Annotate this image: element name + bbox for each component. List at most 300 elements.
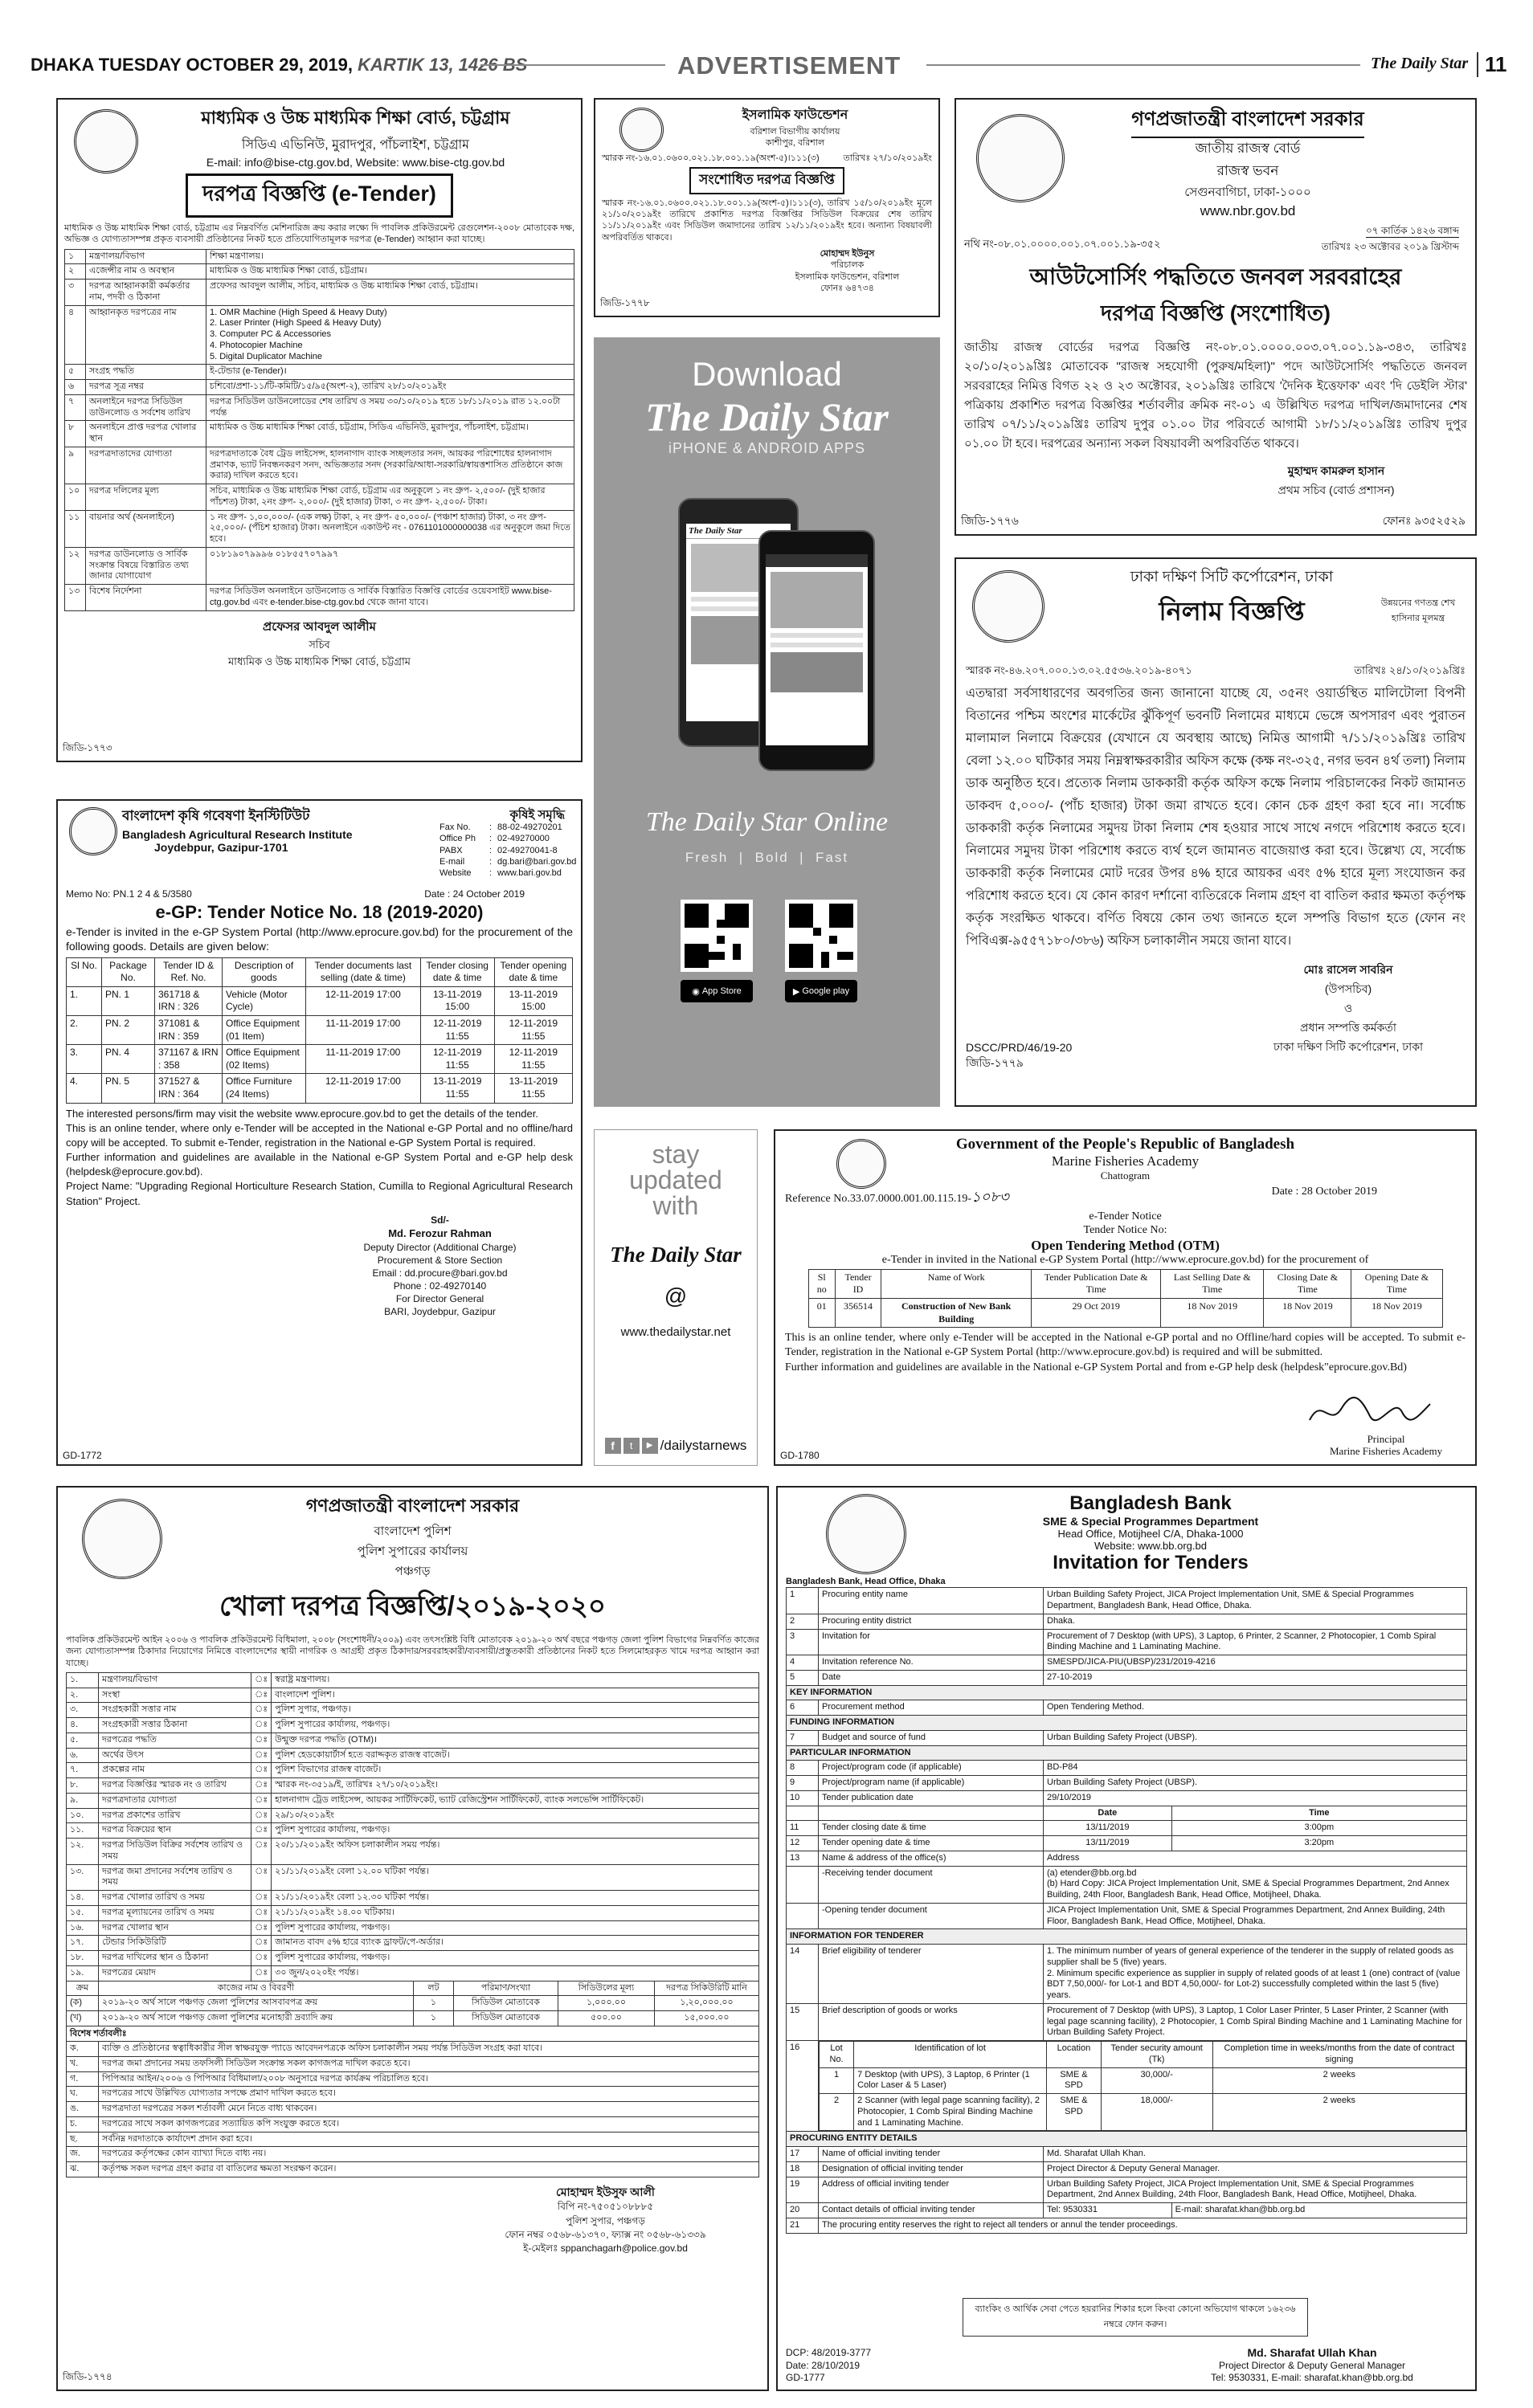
promo2-l3: with bbox=[652, 1191, 699, 1220]
cell-label: দরপত্র খোলার তারিখ ও সময় bbox=[99, 1891, 251, 1906]
signature-icon bbox=[1306, 1392, 1434, 1432]
cell-label: Budget and source of fund bbox=[819, 1730, 1044, 1745]
table-row bbox=[67, 1748, 759, 1763]
table-cell: ২০১৯-২০ অর্থ সালে পঞ্চগড় জেলা পুলিশের মনোহারী দ্রব্যাদি ক্রয় bbox=[99, 2011, 414, 2026]
ad1-title: মাধ্যমিক ও উচ্চ মাধ্যমিক শিক্ষা বোর্ড, চট্টগ্রাম bbox=[201, 108, 510, 128]
term-letter: ঘ. bbox=[67, 2087, 99, 2102]
table-row bbox=[67, 2162, 759, 2177]
cell-serial: ৯. bbox=[67, 1793, 99, 1808]
lot-cell: 18,000/- bbox=[1101, 2094, 1212, 2131]
promo2-l2: updated bbox=[629, 1165, 722, 1194]
table-cell: ১ bbox=[414, 1996, 454, 2011]
table-cell: ১,০০০.০০ bbox=[558, 1996, 655, 2011]
cell-value: ২৯/১০/২০১৯ইং bbox=[272, 1808, 759, 1823]
ad2-signer: মোহাম্মদ ইউনুস bbox=[820, 249, 875, 259]
ad3-date1: ০৭ কার্তিক ১৪২৬ বঙ্গাব্দ bbox=[1366, 224, 1459, 238]
qr-appstore-icon bbox=[681, 900, 753, 972]
table-row bbox=[67, 1778, 759, 1794]
cell-sep: ঃ bbox=[251, 1920, 272, 1936]
ad3-l3: সেগুনবাগিচা, ঢাকা-১০০০ bbox=[1184, 186, 1311, 199]
table-cell: Office Furniture (24 Items) bbox=[223, 1074, 306, 1103]
table-row bbox=[65, 280, 574, 306]
table-row bbox=[787, 2203, 1467, 2218]
ad6-p1: This is an online tender, where only e-Tender will be accepted in the National e-GP portal and no Offline/hard copies will be accepted. To submit e-Tender, registration in the National e-GP System Portal (http://www.eprocure.gov.bd) is required and will be submitted. bbox=[785, 1332, 1466, 1359]
police-emblem-icon bbox=[82, 1499, 162, 1579]
cell-num: 6 bbox=[787, 1700, 819, 1716]
table-cell: Office Equipment (01 Item) bbox=[223, 1015, 306, 1044]
cell-label: দরপত্র দলিলের মূল্য bbox=[86, 484, 206, 511]
lot-header-cell: Identification of lot bbox=[854, 2042, 1047, 2068]
ad3-body: জাতীয় রাজস্ব বোর্ডের দরপত্র বিজ্ঞপ্তি নং-০৮.০১.০০০০.০০৩.০৭.০০১.১৯-৩৪৩, তারিখঃ ২০/১০/২০১৯খ্রিঃ মোতাবেক "রাজস্ব সহযোগী (পুরুষ/মহিলা)" পদে আউটসোর্সিং পদ্ধতিতে জনবল সরবরাহের নিমিত্ত বিগত ২২ ও ২৩ অক্টোবর, ২০১৯খ্রিঃ তারিখে 'দৈনিক ইত্তেফাক' এবং 'দি ডেইলি স্টার' পত্রিকায় প্রকাশিত দরপত্র বিজ্ঞপ্তির শর্তাবলীর ক্রমিক নং-০১ এ উল্লিখিত দরপত্র দাখিল/জমাদানের শেষ তারিখ ০৭/১১/২০১৯খ্রিঃ তারিখ দুপুর ০১.০০ টার পরিবর্তে আগামী ১৮/১১/২০১৯খ্রিঃ তারিখ দুপুর ০১.০০ টা হবে। দরপত্রের অন্যান্য সকল বিষয়াবলী অপরিবর্তিত থাকবে। bbox=[964, 341, 1467, 451]
cell-sep: ঃ bbox=[251, 1733, 272, 1748]
contact-value: 02-49270000 bbox=[497, 834, 550, 844]
table-row bbox=[787, 2161, 1467, 2177]
ad7-work-table bbox=[66, 1981, 759, 2026]
cell-label: দরপত্রদাতাদের যোগ্যতা bbox=[86, 447, 206, 484]
table-cell: 1. bbox=[67, 986, 102, 1015]
ad1-signer-role: সচিব bbox=[309, 638, 330, 651]
ad6-title: Government of the People's Republic of Bangladesh bbox=[955, 1136, 1295, 1153]
cell-value: Tel: 9530331 bbox=[1044, 2203, 1172, 2218]
section-row bbox=[787, 2132, 1467, 2147]
ad4-signer: মোঃ রাসেল সাবরিন bbox=[1303, 962, 1393, 976]
lot-header bbox=[820, 2042, 1466, 2068]
table-row bbox=[67, 1672, 759, 1688]
cell-value: ২১/১১/২০১৯ইং ১৪.০০ ঘটিকায়। bbox=[272, 1905, 759, 1920]
cell-label: সংগ্রহ পদ্ধতি bbox=[86, 365, 206, 380]
cell-serial: ৮ bbox=[65, 421, 86, 447]
table-row bbox=[67, 2011, 759, 2026]
table-row bbox=[65, 305, 574, 365]
ad1-heading: দরপত্র বিজ্ঞপ্তি (e-Tender) bbox=[186, 173, 453, 218]
cell-value: স্মারক নং-৩৫১৯/ই, তারিখঃ ২৭/১০/২০১৯ইং। bbox=[272, 1778, 759, 1794]
ad6-h2: Tender Notice No: bbox=[1083, 1223, 1167, 1236]
lot-row bbox=[820, 2067, 1466, 2094]
ad3-signer: মুহাম্মদ কামরুল হাসান bbox=[1287, 464, 1385, 477]
table-row bbox=[67, 1996, 759, 2011]
cell-num: 14 bbox=[787, 1945, 819, 2004]
ad-bari bbox=[56, 799, 583, 1466]
cell-value: 1. The minimum number of years of general experience of the tenderer in the supply of related goods as supplier shall be 5 (five) years. 2. Minimum specific experience as supplier in supply of related goods of at least 1 (one) contract of (value BDT 7,50,000/- for Lot-1 and BDT 4,50,000/- for Lot-2) successfully completed within the last 5 (five) years. bbox=[1044, 1945, 1467, 2004]
cell-label: সংগ্রহকারী সত্তার ঠিকানা bbox=[99, 1718, 251, 1733]
table-cell: Tender closing date & time bbox=[819, 1821, 1044, 1836]
cell-num: 5 bbox=[787, 1670, 819, 1685]
cell-sep: ঃ bbox=[251, 1965, 272, 1981]
table-cell: PN. 2 bbox=[102, 1015, 155, 1044]
cell-value: উন্মুক্ত দরপত্র পদ্ধতি (OTM)। bbox=[272, 1733, 759, 1748]
table-cell: 371527 & IRN : 364 bbox=[155, 1074, 223, 1103]
ad5-p2: This is an online tender, where only e-Tender will be accepted in the National e-GP Portal and no offline/hard copy will be accepted. To submit e-Tender, registration in the National e-GP System Portal is required. bbox=[66, 1121, 573, 1149]
cell-label: আহ্বানকৃত দরপত্রের নাম bbox=[86, 305, 206, 365]
ad4-s3: ও bbox=[1343, 1001, 1353, 1014]
cell-value: E-mail: sharafat.khan@bb.org.bd bbox=[1171, 2203, 1466, 2218]
cell-label: দরপত্র সিডিউল বিক্রির সর্বশেষ তারিখ ও সময় bbox=[99, 1839, 251, 1865]
cell-num: 16 bbox=[787, 2041, 819, 2132]
cell-label: অর্থের উৎস bbox=[99, 1748, 251, 1763]
ad8-title: Bangladesh Bank bbox=[1069, 1492, 1232, 1514]
table-row bbox=[787, 1629, 1467, 1655]
table-header: Name of Work bbox=[881, 1269, 1032, 1298]
cell-sep: ঃ bbox=[251, 1936, 272, 1951]
ad5-s7: BARI, Joydebpur, Gazipur bbox=[384, 1306, 496, 1318]
lot-container bbox=[819, 2041, 1467, 2132]
ad6-sig2: Marine Fisheries Academy bbox=[1330, 1445, 1443, 1458]
cell-value: পুলিশ সুপারের কার্যালয়, পঞ্চগড়। bbox=[272, 1951, 759, 1966]
table-row bbox=[787, 1945, 1467, 2004]
ad-education-board bbox=[56, 98, 583, 762]
ad5-s4: Email : dd.procure@bari.gov.bd bbox=[372, 1267, 508, 1279]
cell-value: Project Director & Deputy General Manager. bbox=[1044, 2161, 1467, 2177]
table-cell: 371167 & IRN : 358 bbox=[155, 1045, 223, 1074]
cell-serial: ১১. bbox=[67, 1823, 99, 1839]
ad5-p4: Project Name: "Upgrading Regional Horticulture Research Station, Cumilla to Regional Agricultural Research Station" Project. bbox=[66, 1180, 573, 1207]
section-title: ADVERTISEMENT bbox=[677, 51, 901, 80]
table-cell: Construction of New Bank Building bbox=[881, 1298, 1032, 1327]
table-header: Package No. bbox=[102, 957, 155, 986]
cell-num: 15 bbox=[787, 2003, 819, 2040]
ad6-city: Chattogram bbox=[1100, 1169, 1151, 1182]
ad2-date: তারিখঃ ২৭/১০/২০১৯ইং bbox=[843, 153, 932, 163]
ad2-org: ইসলামিক ফাউন্ডেশন, বরিশাল bbox=[795, 271, 900, 282]
table-row bbox=[787, 1903, 1467, 1929]
cell-label: দরপত্র খোলার স্থান bbox=[99, 1920, 251, 1936]
ad7-s4: ফোন নম্বর ০৫৬৮-৬১৩৭০, ফ্যাক্স নং ০৫৬৮-৬১৩৩৯ bbox=[505, 2229, 706, 2241]
term-letter: ঝ. bbox=[67, 2162, 99, 2177]
date-header: Date bbox=[1044, 1806, 1172, 1821]
table-cell: ১,২০,০০০.০০ bbox=[655, 1996, 759, 2011]
table-row bbox=[67, 1045, 573, 1074]
table-cell: 18 Nov 2019 bbox=[1351, 1298, 1442, 1327]
table-cell: ১ bbox=[414, 2011, 454, 2026]
term-text: পিপিআর আইন/২০০৬ ও পিপিআর বিধিমালা/২০০৮ অনুসারে দরপত্র কার্যক্রম পরিচালিত হবে। bbox=[99, 2071, 759, 2087]
table-row bbox=[67, 2056, 759, 2071]
cell-serial: ১৩. bbox=[67, 1864, 99, 1891]
ad7-heading: খোলা দরপত্র বিজ্ঞপ্তি/২০১৯-২০২০ bbox=[219, 1591, 607, 1622]
table-cell: ২০১৯-২০ অর্থ সালে পঞ্চগড় জেলা পুলিশের আসবাবপত্র ক্রয় bbox=[99, 1996, 414, 2011]
table-row bbox=[65, 510, 574, 547]
table-row bbox=[67, 1839, 759, 1865]
cell-label: টেন্ডার সিকিউরিটি bbox=[99, 1936, 251, 1951]
cell-value: চশিবো/প্রশা-১১/টি-কমিটি/১৫/৯৫(অংশ-২), তারিখ ২৮/১০/২০১৯ইং bbox=[206, 380, 574, 395]
ad3-l2: রাজস্ব ভবন bbox=[1216, 163, 1279, 178]
table-header: Tender opening date & time bbox=[494, 957, 572, 986]
cell-num: 7 bbox=[787, 1730, 819, 1745]
table-cell: 13/11/2019 bbox=[1044, 1836, 1172, 1851]
cell-label: দরপত্র জমা প্রদানের সর্বশেষ তারিখ ও সময় bbox=[99, 1864, 251, 1891]
ad8-addr: Head Office, Motijheel C/A, Dhaka-1000 bbox=[1057, 1528, 1244, 1540]
ad4-title: ঢাকা দক্ষিণ সিটি কর্পোরেশন, ঢাকা bbox=[1130, 569, 1334, 586]
table-cell: ১৫,০০০.০০ bbox=[655, 2011, 759, 2026]
cell-label: Brief description of goods or works bbox=[819, 2003, 1044, 2040]
table-row bbox=[65, 447, 574, 484]
ad8-id: GD-1777 bbox=[786, 2372, 825, 2384]
ad2-sub: বরিশাল বিভাগীয় কার্যালয় bbox=[750, 127, 840, 137]
date-header: Time bbox=[1171, 1806, 1466, 1821]
phone-logo: The Daily Star bbox=[686, 524, 791, 539]
table-row bbox=[787, 1730, 1467, 1745]
cell-label: দরপত্রদাতার যোগ্যতা bbox=[99, 1793, 251, 1808]
table-cell: 11-11-2019 17:00 bbox=[306, 1015, 421, 1044]
cell-sep: ঃ bbox=[251, 1778, 272, 1794]
cell-serial: ১৯. bbox=[67, 1965, 99, 1981]
table-cell: সিডিউল মোতাবেক bbox=[454, 2011, 558, 2026]
cell-label: -Opening tender document bbox=[819, 1903, 1044, 1929]
ad6-h1: e-Tender Notice bbox=[1089, 1210, 1162, 1222]
lot-header-cell: Tender security amount (Tk) bbox=[1101, 2042, 1212, 2068]
cell-serial: ১৩ bbox=[65, 585, 86, 611]
ad4-s2: (উপসচিব) bbox=[1324, 982, 1372, 995]
cell-value: হালনাগাদ ট্রেড লাইসেন্স, আয়কর সার্টিফিকেট, ভ্যাট রেজিস্ট্রেশন সার্টিফিকেট, ব্যাংক সলভেন্সি সার্টিফিকেট। bbox=[272, 1793, 759, 1808]
table-cell: 12-11-2019 11:55 bbox=[420, 1015, 494, 1044]
table-cell: 3. bbox=[67, 1045, 102, 1074]
ad8-signer: Md. Sharafat Ullah Khan bbox=[1247, 2345, 1377, 2359]
ad7-l3: পঞ্চগড় bbox=[394, 1565, 431, 1578]
cell-sep: ঃ bbox=[251, 1891, 272, 1906]
section-header: KEY INFORMATION bbox=[787, 1685, 1467, 1700]
table-row bbox=[67, 1823, 759, 1839]
cell-value: Procurement of 7 Desktop (with UPS), 3 Laptop, 1 Color Laser Printer, 5 Laser Printer, 2 Scanner (with legal page scanning facility), 2 Photocopier, 1 Comb Spiral Binding Machine and 1 Laminating Machine for Urban Building Safety Project. bbox=[1044, 2003, 1467, 2040]
table-row bbox=[787, 1821, 1467, 1836]
promo-online: The Daily Star Online bbox=[645, 807, 889, 837]
table-row bbox=[67, 1703, 759, 1718]
cell-num: 8 bbox=[787, 1761, 819, 1776]
ad7-title: গণপ্রজাতন্ত্রী বাংলাদেশ সরকার bbox=[305, 1496, 520, 1516]
cell-value: পুলিশ সুপারের কার্যালয়, পঞ্চগড়। bbox=[272, 1718, 759, 1733]
cell-label: Contact details of official inviting tender bbox=[819, 2203, 1044, 2218]
ad5-en: Bangladesh Agricultural Research Institute bbox=[122, 828, 353, 841]
cell-serial: ৮. bbox=[67, 1778, 99, 1794]
table-row bbox=[67, 986, 573, 1015]
ad5-s3: Procurement & Store Section bbox=[377, 1254, 503, 1266]
table-cell: 12-11-2019 11:55 bbox=[420, 1045, 494, 1074]
lot-cell: 2 Scanner (with legal page scanning facility), 2 Photocopier, 1 Comb Spiral Binding Machine and 1 Laminating Machine. bbox=[854, 2094, 1047, 2131]
cell-value: জামানত বাবদ ৫% হারে ব্যাংক ড্রাফট/পে-অর্ডার। bbox=[272, 1936, 759, 1951]
ad8-s2: Project Director & Deputy General Manager bbox=[1218, 2359, 1406, 2371]
term-text: কর্তৃপক্ষ সকল দরপত্র গ্রহণ করার বা বাতিলের ক্ষমতা সংরক্ষণ করেন। bbox=[99, 2162, 759, 2177]
table-header: Tender ID bbox=[835, 1269, 881, 1298]
contact-sep: : bbox=[489, 845, 493, 855]
table-row bbox=[67, 1808, 759, 1823]
cell-serial: ৭ bbox=[65, 394, 86, 421]
table-cell: 11-11-2019 17:00 bbox=[306, 1045, 421, 1074]
ad5-table bbox=[66, 957, 573, 1104]
table-row bbox=[67, 2102, 759, 2117]
ad5-tag: কৃষিই সমৃদ্ধি bbox=[509, 808, 565, 822]
contact-line bbox=[439, 856, 583, 867]
table-header: Sl No. bbox=[67, 957, 102, 986]
table-cell: 12-11-2019 17:00 bbox=[306, 986, 421, 1015]
promo2-web[interactable]: www.thedailystar.net bbox=[620, 1325, 731, 1339]
cell-serial: ৫ bbox=[65, 365, 86, 380]
ad6-p2: Further information and guidelines are available in the National e-GP System Portal and from e-GP help desk (helpdesk"eprocure.gov.Bd) bbox=[785, 1361, 1407, 1373]
table-cell: 11 bbox=[787, 1821, 819, 1836]
table-cell: 18 Nov 2019 bbox=[1264, 1298, 1351, 1327]
section-row bbox=[787, 1745, 1467, 1761]
cell-label: Name of official inviting tender bbox=[819, 2147, 1044, 2162]
cell-label: Project/program name (if applicable) bbox=[819, 1776, 1044, 1791]
cell-value: ০১৮১৯০৭৯৯৯৬ ০১৮৫৫৭০৭৯৯৭ bbox=[206, 547, 574, 584]
cell-serial: ৭. bbox=[67, 1763, 99, 1778]
lot-row bbox=[820, 2094, 1466, 2131]
ad4-id1: DSCC/PRD/46/19-20 bbox=[966, 1041, 1073, 1054]
cell-value: মাধ্যমিক ও উচ্চ মাধ্যমিক শিক্ষা বোর্ড, চট্টগ্রাম। bbox=[206, 264, 574, 280]
qr-googleplay-icon bbox=[785, 900, 857, 972]
ad5-sd: Sd/- bbox=[431, 1214, 449, 1226]
table-header: Opening Date & Time bbox=[1351, 1269, 1442, 1298]
facebook-icon[interactable]: f bbox=[605, 1438, 621, 1454]
cell-label: অনলাইনে দরপত্র সিডিউল ডাউনলোড ও সর্বশেষ তারিখ bbox=[86, 394, 206, 421]
table-row bbox=[787, 1761, 1467, 1776]
cell-label: দরপত্র বিজ্ঞপ্তির স্মারক নং ও তারিখ bbox=[99, 1778, 251, 1794]
cell-label: Procuring entity district bbox=[819, 1614, 1044, 1629]
promo2-l1: stay bbox=[652, 1140, 700, 1169]
ad-dscc-auction bbox=[955, 557, 1477, 1107]
promo-download: Download bbox=[692, 355, 842, 393]
table-cell: 2. bbox=[67, 1015, 102, 1044]
ad8-note: ব্যাংকিং ও আর্থিক সেবা পেতে হয়রানির শিকার হলে কিংবা কোনো অভিযোগ থাকলে ১৬২৩৬ নম্বরে ফোন করুন। bbox=[963, 2298, 1308, 2337]
dateline: DHAKA TUESDAY OCTOBER 29, 2019, bbox=[31, 55, 354, 75]
academy-emblem-icon bbox=[836, 1139, 886, 1189]
foundation-emblem-icon bbox=[619, 108, 664, 152]
ad3-heading2: দরপত্র বিজ্ঞপ্তি (সংশোধিত) bbox=[1101, 301, 1331, 325]
ad2-body: স্মারক নং-১৬.০১.০৬০০.০২১.১৮.০০১.১৯(অংশ-৫)।১১১(৩), তারিখ ১৫/১০/২০১৯ইং মূলে ২১/১০/২০১৯ইং তারিখে প্রকাশিত দরপত্র বিজ্ঞপ্তির সিডিউল বিক্রয়ের শেষ তারিখ ১১/১১/২০১৯ইং এবং সিডিউল জমাদানের তারিখ ১২/১১/২০১৯ইং হবে। অন্যান্য বিষয়াবলী অপরিবর্তিত থাকবে। bbox=[602, 198, 932, 243]
ad1-subtitle: সিডিএ এভিনিউ, মুরাদপুর, পাঁচলাইশ, চট্টগ্রাম bbox=[241, 138, 470, 152]
ad4-body: এতদ্বারা সর্বসাধারণের অবগতির জন্য জানানো যাচ্ছে যে, ৩৫নং ওয়ার্ডস্থিত মালিটোলা বিপনী বিতানের পশ্চিম অংশের মার্কেটের ঝুঁকিপূর্ণ ভবনটি নিলামের মাধ্যমে ভেঙ্গে অপসারণ এবং পুরাতন মালামাল নিলামে বিক্রয়ের (যেখানে যে অবস্থায় আছে) নিমিত্ত আগামী ৭/১১/২০১৯খ্রিঃ তারিখ বেলা ১২.০০ ঘটিকার সময় নিম্নস্বাক্ষরকারীর অফিস কক্ষে (কক্ষ নং-৩২৫, নগর ভবন ৪র্থ তলা) নিলাম ডাক অনুষ্ঠিত হবে। প্রত্যেক নিলাম ডাককারী কর্তৃক অফিস কক্ষে নিলাম পরিচালকের নিকট জামানত ডাকবদ ৫,০০০/- (পাঁচ হাজার) টাকা জমা রাখতে হবে। কোন চেক গ্রহণ করা হবে না। সর্বোচ্চ ডাককারী কর্তৃক নিলামের সমুদয় টাকা নিলাম শেষ হওয়ার সাথে সাথে নগদে পরিশোধ করতে হবে। নিলামের সমুদয় টাকা পরিশোধ করতে ব্যর্থ হলে জামানত বাজেয়াপ্ত করা হবে। উল্লেখ্য যে, সর্বোচ্চ ডাককারী কর্তৃক নিলামের মোট দরের উপর ৪% হারে আয়কর এবং ৫% হারে মূল্য সংযোজন কর পরিশোধ করতে হবে। যে কোন কারণ দর্শানো ব্যতিরেকে নিলাম গ্রহণ বা বাতিল করার ক্ষমতা কর্তৃপক্ষ কর্তৃক সংরক্ষিত থাকবে। বর্ণিত বিষয়ে কোন তথ্য জানতে হলে সম্পত্তি বিভাগ হতে (ফোন নং পিবিএক্স-৯৫৫৭১৮০/৩৮৬) অফিস চলাকালীন সময়ে জানা যাবে। bbox=[966, 686, 1466, 948]
cell-num: 2 bbox=[787, 1614, 819, 1629]
cell-value: পুলিশ সুপার, পঞ্চগড়। bbox=[272, 1703, 759, 1718]
lot-header-cell: Lot No. bbox=[820, 2042, 854, 2068]
term-letter: খ. bbox=[67, 2056, 99, 2071]
cell-sep: ঃ bbox=[251, 1763, 272, 1778]
bari-emblem-icon bbox=[69, 807, 117, 855]
phone-front bbox=[758, 530, 875, 771]
table-row bbox=[787, 1806, 1467, 1821]
table-cell: 3:00pm bbox=[1171, 1821, 1466, 1836]
cell-num bbox=[787, 1903, 819, 1929]
table-cell: 361718 & IRN : 326 bbox=[155, 986, 223, 1015]
ad8-dept: SME & Special Programmes Department bbox=[1042, 1515, 1259, 1528]
table-row bbox=[67, 1905, 759, 1920]
ad5-id: GD-1772 bbox=[63, 1450, 102, 1461]
term-letter: ছ. bbox=[67, 2132, 99, 2147]
table-cell: (খ) bbox=[67, 2011, 99, 2026]
cell-sep: ঃ bbox=[251, 1718, 272, 1733]
ad6-id: GD-1780 bbox=[780, 1450, 820, 1461]
ad3-l1: জাতীয় রাজস্ব বোর্ড bbox=[1195, 141, 1301, 156]
table-row bbox=[787, 1614, 1467, 1629]
page-number: 11 bbox=[1477, 52, 1507, 77]
ad5-s6: For Director General bbox=[395, 1293, 484, 1305]
ad6-ref: Reference No.33.07.0000.001.00.115.19- bbox=[785, 1193, 971, 1205]
table-cell: ৫০০.০০ bbox=[558, 2011, 655, 2026]
cell-value: বাংলাদেশ পুলিশ। bbox=[272, 1688, 759, 1703]
ad7-table bbox=[66, 1672, 759, 1981]
cell-label: এজেন্সীর নাম ও অবস্থান bbox=[86, 264, 206, 280]
term-letter: ক. bbox=[67, 2042, 99, 2057]
table-row bbox=[787, 2147, 1467, 2162]
ad1-signer: প্রফেসর আবদুল আলীম bbox=[263, 619, 376, 634]
cell-sep: ঃ bbox=[251, 1748, 272, 1763]
table-row bbox=[787, 2041, 1467, 2132]
contact-label: Website bbox=[439, 868, 472, 879]
table-cell: 12-11-2019 11:55 bbox=[494, 1045, 572, 1074]
table-cell: Office Equipment (02 Items) bbox=[223, 1045, 306, 1074]
ad8-s3: Tel: 9530331, E-mail: sharafat.khan@bb.org.bd bbox=[1211, 2372, 1413, 2384]
table-cell: 12-11-2019 17:00 bbox=[306, 1074, 421, 1103]
table-cell: 371081 & IRN : 359 bbox=[155, 1015, 223, 1044]
cell-num: 17 bbox=[787, 2147, 819, 2162]
term-text: সর্বনিম্ন দরদাতাকে কার্যাদেশ প্রদান করা হবে। bbox=[99, 2132, 759, 2147]
cell-serial: ১৪. bbox=[67, 1891, 99, 1906]
cell-num: 19 bbox=[787, 2177, 819, 2203]
cell-num: 1 bbox=[787, 1588, 819, 1614]
cell-value: SMESPD/JICA-PIU(UBSP)/231/2019-4216 bbox=[1044, 1655, 1467, 1671]
table-row bbox=[65, 484, 574, 511]
cell-serial: ৩. bbox=[67, 1703, 99, 1718]
table-header: Description of goods bbox=[223, 957, 306, 986]
cell-serial: ১ bbox=[65, 249, 86, 264]
cell-label: Invitation reference No. bbox=[819, 1655, 1044, 1671]
table-header: Tender ID & Ref. No. bbox=[155, 957, 223, 986]
ad5-s5: Phone : 02-49270140 bbox=[393, 1280, 487, 1292]
contact-sep: : bbox=[489, 834, 493, 844]
cell-label: বায়নার অর্থ (অনলাইনে) bbox=[86, 510, 206, 547]
table-row bbox=[787, 1790, 1467, 1806]
youtube-icon[interactable]: ▶ bbox=[642, 1438, 658, 1454]
section-row bbox=[787, 1716, 1467, 1731]
ad4-date: তারিখঃ ২৪/১০/২০১৯খ্রিঃ bbox=[1354, 664, 1466, 676]
cell-value: দরপত্রদাতাকে বৈধ ট্রেড লাইসেন্স, হালনাগাদ ব্যাংক সচ্ছলতার সনদ, আয়কর পরিশোধের হালনাগাদ প্রমাণক, ভ্যাট নিবন্ধনকরণ সনদ, অভিজ্ঞতার সনদ (সরকারি/আধা-সরকারি/স্বায়ত্তশাসিত প্রতিষ্ঠানে কাজ করার) দাখিল করতে হবে। bbox=[206, 447, 574, 484]
cell-sep: ঃ bbox=[251, 1703, 272, 1718]
cell-sep: ঃ bbox=[251, 1793, 272, 1808]
table-header: ক্রম bbox=[67, 1981, 99, 1996]
ad7-s5: ই-মেইলঃ sppanchagarh@police.gov.bd bbox=[523, 2243, 688, 2255]
cell-serial: ৬ bbox=[65, 380, 86, 395]
table-header: কাজের নাম ও বিবরণী bbox=[99, 1981, 414, 1996]
ad-bangladesh-bank bbox=[776, 1486, 1477, 2391]
cell-label: Procuring entity name bbox=[819, 1588, 1044, 1614]
cell-value: BD-P84 bbox=[1044, 1761, 1467, 1776]
ad5-date: Date : 24 October 2019 bbox=[424, 888, 525, 900]
term-letter: ঙ. bbox=[67, 2102, 99, 2117]
googleplay-badge[interactable] bbox=[785, 980, 857, 1002]
ad8-org-line: Bangladesh Bank, Head Office, Dhaka bbox=[786, 1577, 946, 1586]
table-header: সিডিউলের মূল্য bbox=[558, 1981, 655, 1996]
promo2-social[interactable]: /dailystarnews bbox=[660, 1438, 747, 1453]
table-header: Sl no bbox=[808, 1269, 835, 1298]
table-header: দরপত্র সিকিউরিটি মানি bbox=[655, 1981, 759, 1996]
appstore-badge[interactable] bbox=[681, 980, 753, 1002]
ad6-org: Marine Fisheries Academy bbox=[1051, 1153, 1200, 1169]
table-header: Closing Date & Time bbox=[1264, 1269, 1351, 1298]
cell-serial: ২. bbox=[67, 1688, 99, 1703]
ad5-memo: Memo No: PN.1 2 4 & 5/3580 bbox=[66, 888, 192, 900]
cell-label: দরপত্র ডাউনলোড ও সার্বিক সংক্রান্ত বিষয়ে বিস্তারিত তথ্য জানার যোগাযোগ bbox=[86, 547, 206, 584]
twitter-icon[interactable]: t bbox=[623, 1438, 640, 1454]
ad1-table bbox=[64, 249, 574, 611]
table-row bbox=[67, 1015, 573, 1044]
table-row bbox=[67, 2147, 759, 2162]
table-row bbox=[65, 264, 574, 280]
lot-header-cell: Location bbox=[1047, 2042, 1102, 2068]
table-row bbox=[787, 1670, 1467, 1685]
table-row bbox=[787, 1851, 1467, 1866]
ad4-slogan: উন্নয়নের গণতন্ত্র শেখ হাসিনার মূলমন্ত্র bbox=[1380, 598, 1456, 623]
cell-value: The procuring entity reserves the right to reject all tenders or annul the tender proceedings. bbox=[819, 2218, 1467, 2233]
contact-value: 88-02-49270201 bbox=[497, 822, 562, 832]
ad5-p1: The interested persons/firm may visit the website www.eprocure.gov.bd to get the details of the tender. bbox=[66, 1107, 538, 1120]
ad8-web: Website: www.bb.org.bd bbox=[1094, 1540, 1207, 1552]
